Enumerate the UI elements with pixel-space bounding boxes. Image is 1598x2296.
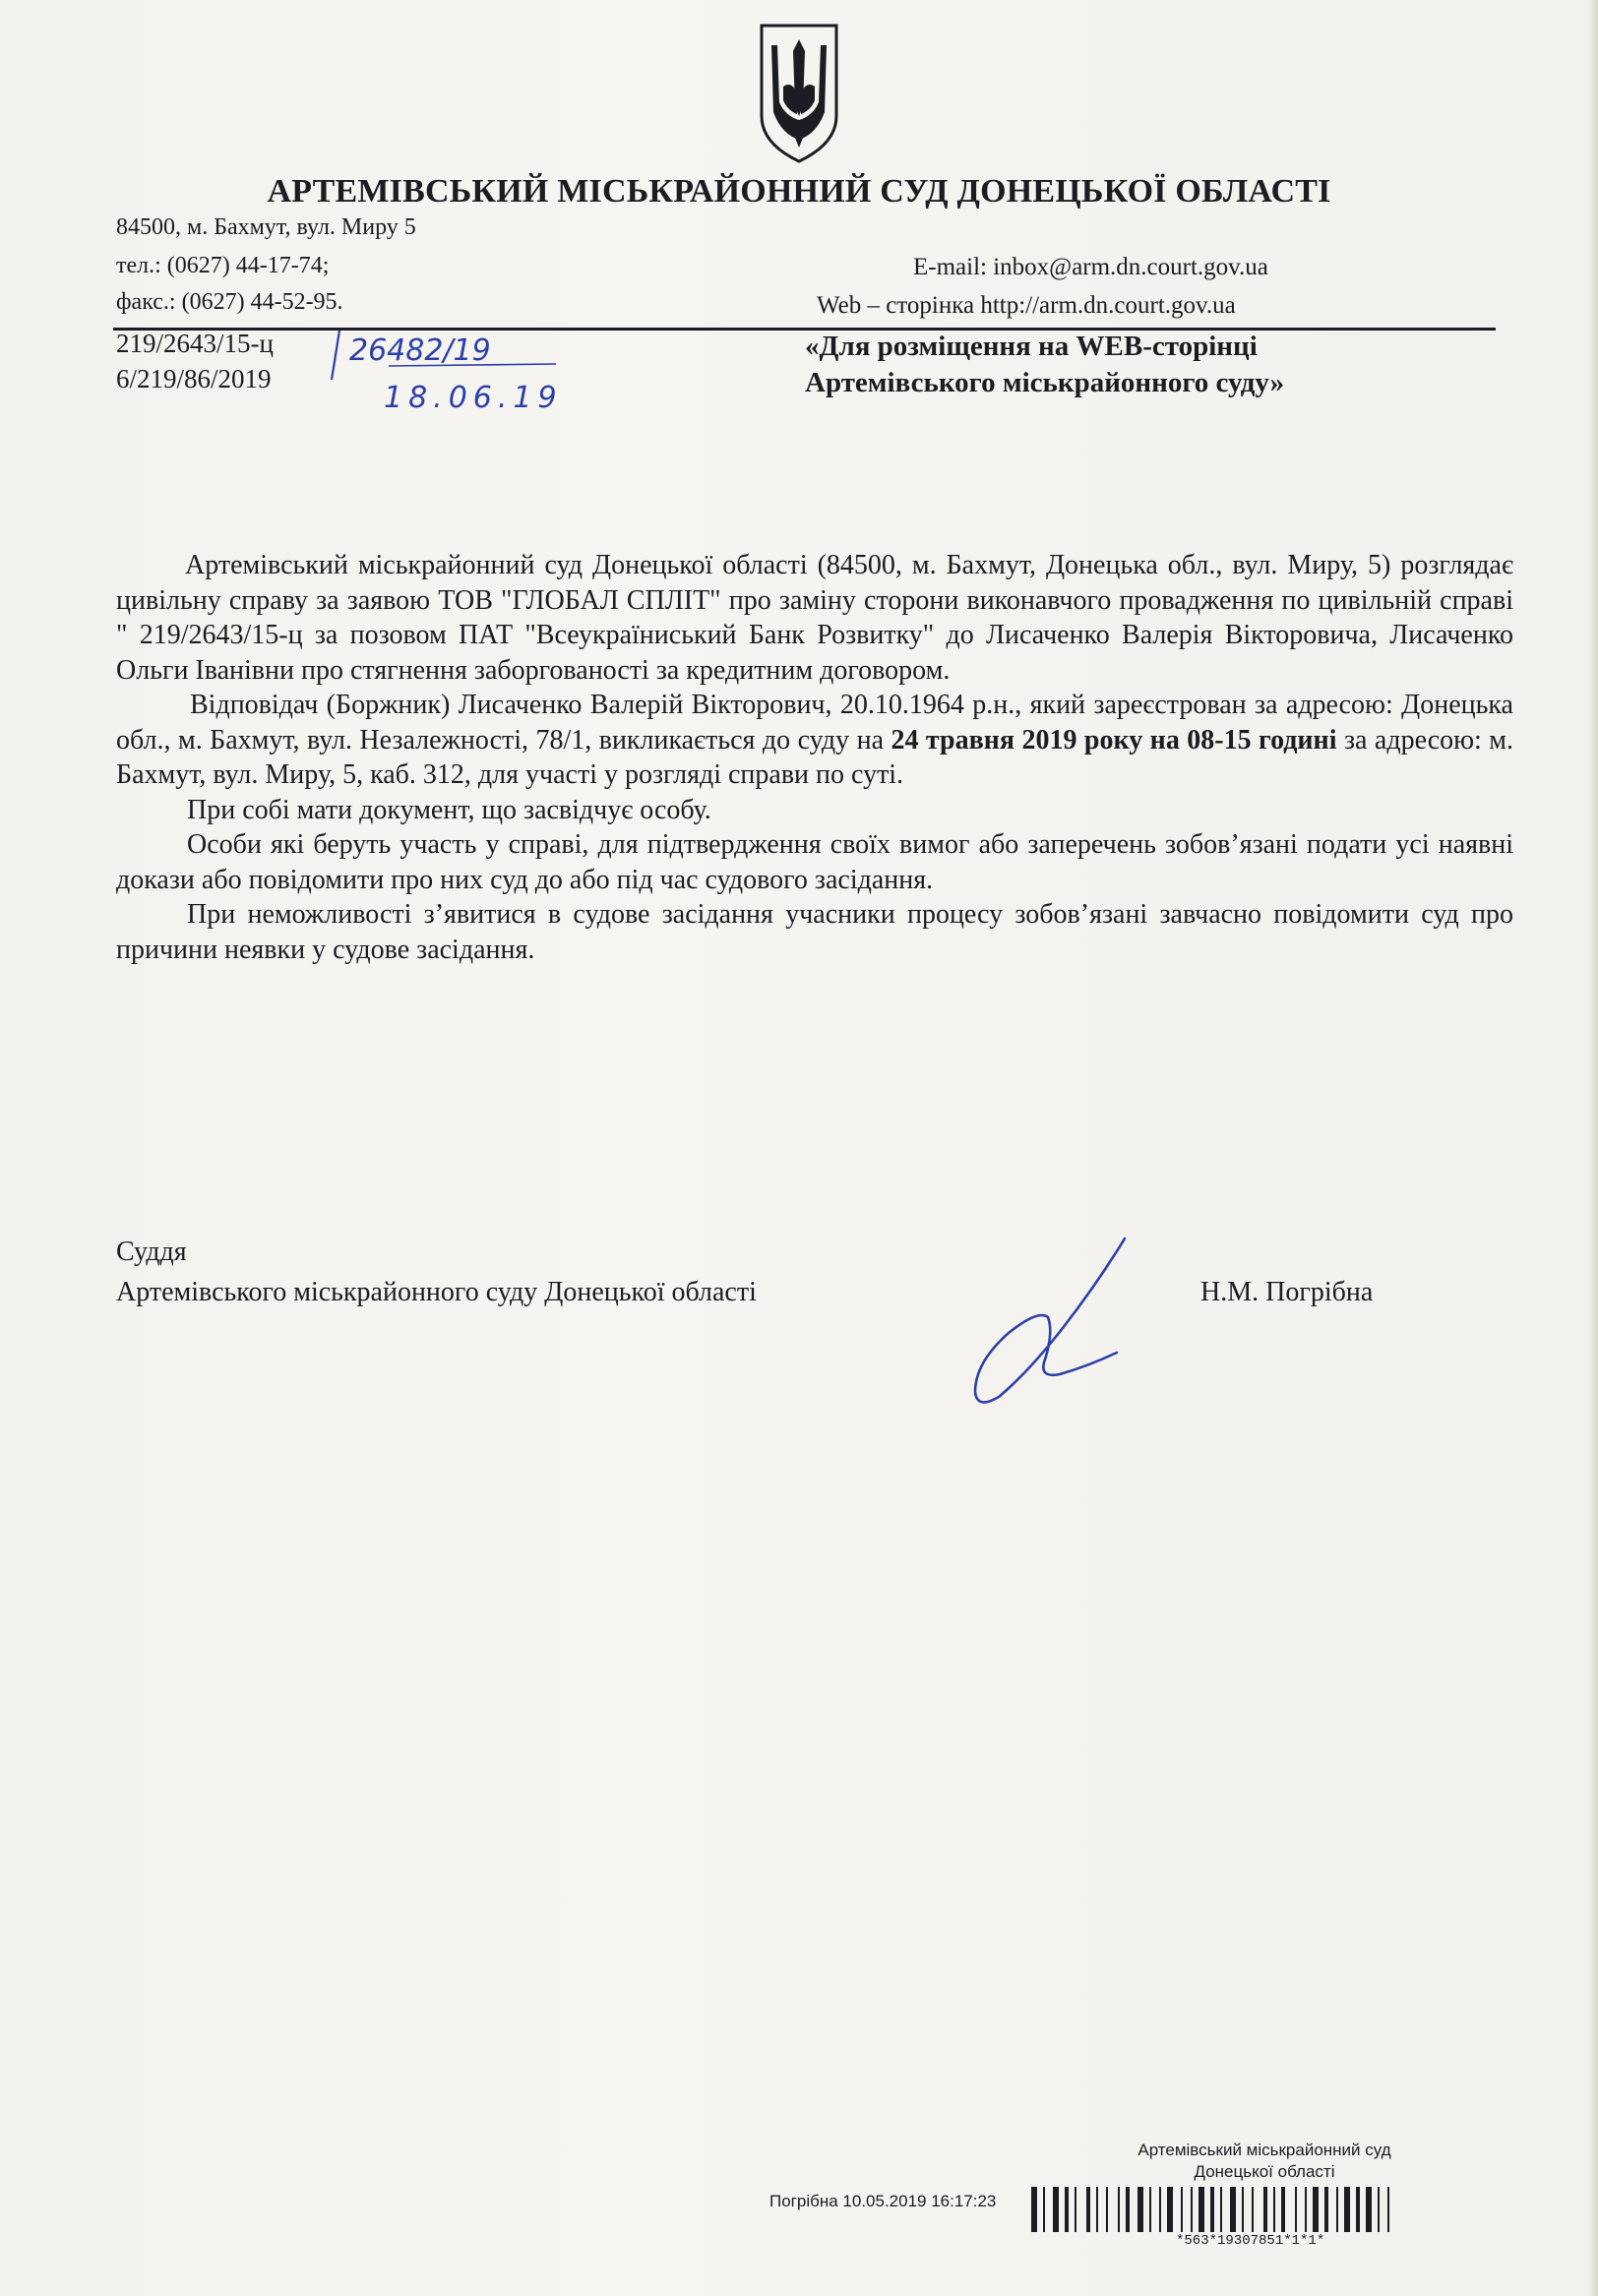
stamp-court-name [1092, 2140, 1437, 2183]
barcode-bar [1031, 2187, 1037, 2232]
barcode-bar [1220, 2187, 1222, 2232]
stamp-court-line-2: Донецької області [1194, 2162, 1335, 2181]
court-email: E-mail: inbox@arm.dn.court.gov.ua [913, 254, 1268, 280]
barcode-bar [1281, 2187, 1285, 2232]
barcode-bar [1086, 2187, 1090, 2232]
paragraph-evidence: Особи які беруть участь у справі, для підтвердження своїх вимог або заперечень зобов’язані подати усі наявні докази або повідомити про них суд до або під час судового засідання. [116, 829, 1513, 895]
barcode-bar [1210, 2187, 1214, 2232]
paper-edge [1588, 0, 1598, 2296]
barcode-bar [1118, 2187, 1120, 2232]
barcode-bar [1295, 2187, 1297, 2232]
barcode-bar [1344, 2187, 1350, 2232]
stamp-signed-by: Погрібна 10.05.2019 16:17:23 [769, 2192, 997, 2210]
barcode-bar [1198, 2187, 1204, 2232]
handwritten-reg-date: 18.06.19 [384, 381, 563, 415]
barcode-bar [1336, 2187, 1338, 2232]
barcode-bar [1366, 2187, 1372, 2232]
barcode-bar [1230, 2187, 1236, 2232]
barcode-bar [1149, 2187, 1151, 2232]
judge-title: Суддя [116, 1237, 187, 1267]
barcode-bar [1137, 2187, 1143, 2232]
paragraph-summons [116, 688, 1513, 793]
barcode-bar [1356, 2187, 1360, 2232]
barcode-bar [1305, 2187, 1307, 2232]
judge-court: Артемівського міськрайонного суду Донецької області [116, 1277, 757, 1307]
proceeding-number: 6/219/86/2019 [116, 364, 272, 393]
trident-emblem-icon [758, 18, 840, 165]
web-note-line-1: «Для розміщення на WEB-сторінці [805, 331, 1258, 362]
paragraph-absence: При неможливості з’явитися в судове засідання учасники процесу зобов’язані завчасно повідомити суд про причини неявки у судове засідання. [116, 899, 1513, 965]
barcode-bar [1159, 2187, 1161, 2232]
court-phone: тел.: (0627) 44-17-74; [116, 253, 330, 278]
barcode-bar [1167, 2187, 1173, 2232]
barcode-bar [1181, 2187, 1183, 2232]
court-address: 84500, м. Бахмут, вул. Миру 5 [116, 214, 416, 240]
judge-name: Н.М. Погрібна [1200, 1277, 1374, 1307]
paragraph-id-document: При собі мати документ, що засвідчує особу. [187, 794, 711, 825]
barcode-bar [1324, 2187, 1328, 2232]
stamp-court-line-1: Артемівський міськрайонний суд [1137, 2141, 1391, 2159]
barcode-bar [1043, 2187, 1045, 2232]
barcode-bar [1065, 2187, 1069, 2232]
barcode-bar [1053, 2187, 1059, 2232]
barcode-bar [1106, 2187, 1108, 2232]
hearing-datetime: 24 травня 2019 року на 08-15 годині [891, 724, 1337, 755]
court-website: Web – сторінка http://arm.dn.court.gov.ua [817, 292, 1236, 319]
barcode [1031, 2187, 1508, 2232]
court-name: АРТЕМІВСЬКИЙ МІСЬКРАЙОННИЙ СУД ДОНЕЦЬКОЇ ОБЛАСТІ [267, 173, 1331, 210]
court-fax: факс.: (0627) 44-52-95. [116, 289, 343, 315]
barcode-bar [1252, 2187, 1254, 2232]
barcode-bar [1191, 2187, 1193, 2232]
barcode-bar [1313, 2187, 1319, 2232]
web-note-line-2: Артемівського міськрайонного суду» [805, 367, 1285, 398]
paragraph-case-description: Артемівський міськрайонний суд Донецької області (84500, м. Бахмут, Донецька обл., вул. Миру, 5) розглядає цивільну справу за заявою ТОВ "ГЛОБАЛ СПЛІТ" про заміну сторони виконавчого провадження по цивільній справі " 219/2643/15-ц за позовом ПАТ "Всеукраїниський Банк Розвитку" до Лисаченко Валерія Вікторовича, Лисаченко Ольги Іванівни про стягнення заборгованості за кредитним договором. [116, 550, 1513, 686]
barcode-bar [1075, 2187, 1076, 2232]
barcode-bar [1096, 2187, 1098, 2232]
web-publication-note [805, 329, 1284, 401]
notice-body [116, 548, 1513, 967]
handwritten-reg-number: 26482/19 [349, 333, 491, 368]
case-number: 219/2643/15-ц [116, 329, 274, 358]
summons-text-start: Відповідач (Боржник) Лисаченко Валерій Вікторович, 20.10.1964 р.н., який зареєстрован за адресою: Донецька обл., м. Бахмут, вул. Незалежності, 78/1, викликається до суду на [116, 690, 1513, 755]
barcode-bar [1263, 2187, 1267, 2232]
summons-text-end: за адресою: м. Бахмут, вул. Миру, 5, каб. 312, для участі у розгляді справи по суті. [116, 724, 1513, 790]
barcode-bar [1378, 2187, 1380, 2232]
barcode-bar [1126, 2187, 1130, 2232]
barcode-bar [1273, 2187, 1275, 2232]
judge-signature [969, 1235, 1141, 1412]
barcode-bar [1242, 2187, 1244, 2232]
handwritten-registration-mark [330, 323, 625, 416]
barcode-number: *563*19307851*1*1* [1176, 2233, 1325, 2249]
barcode-bar [1387, 2187, 1389, 2232]
